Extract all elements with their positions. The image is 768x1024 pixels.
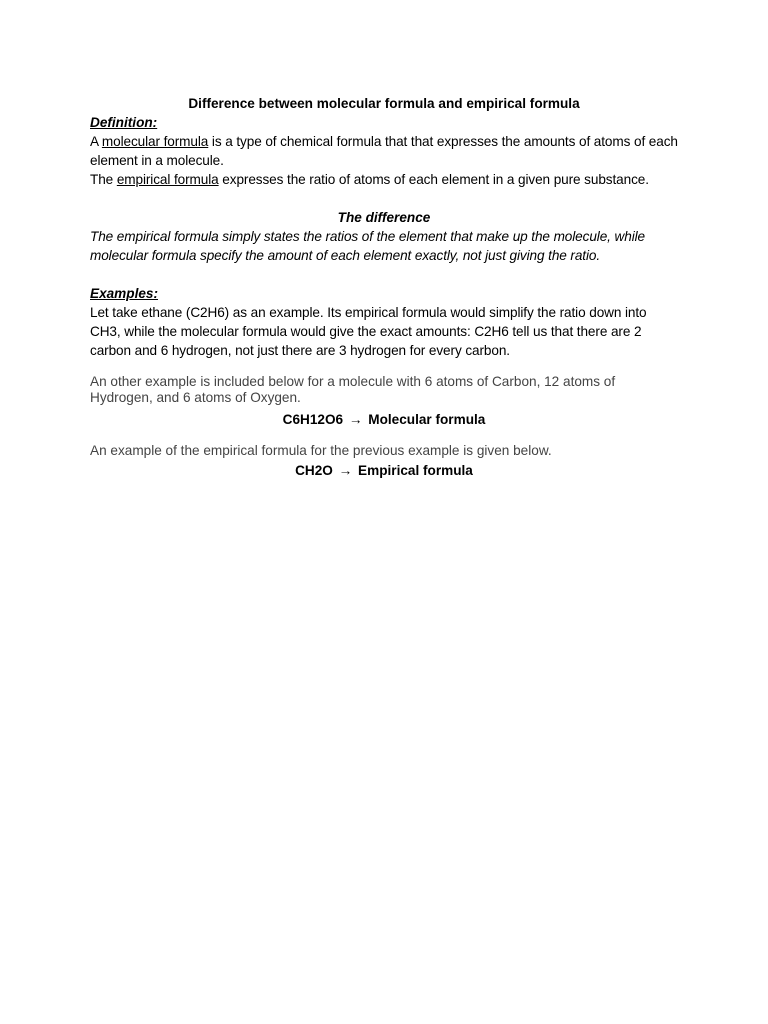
def2-rest: expresses the ratio of atoms of each element in a given pure substance. bbox=[218, 172, 649, 187]
difference-text: The empirical formula simply states the ratios of the element that make up the molecule, while molecular formula specify the amount of each element exactly, not just giving the ratio. bbox=[90, 229, 646, 263]
examples-heading: Examples: bbox=[90, 286, 159, 301]
def1-rest: is a type of chemical formula that that expresses the amounts of atoms of each element in a molecule. bbox=[90, 134, 678, 168]
examples-text: Let take ethane (C2H6) as an example. Its empirical formula would simplify the ratio down into CH3, while the molecular formula would give the exact amounts: C2H6 tell us that there are 2 carbon and 6 hydrogen, not just there are 3 hydrogen for every carbon. bbox=[90, 305, 647, 358]
empirical-formula-definition bbox=[90, 170, 678, 189]
other-example-text: An other example is included below for a molecule with 6 atoms of Carbon, 12 atoms of Hydrogen, and 6 atoms of Oxygen. bbox=[90, 374, 616, 405]
definition-heading: Definition: bbox=[90, 115, 158, 130]
document-title: Difference between molecular formula and empirical formula bbox=[188, 96, 580, 111]
spacer bbox=[90, 429, 678, 443]
empirical-formula-label: Empirical formula bbox=[358, 463, 473, 478]
right-arrow-icon: → bbox=[348, 412, 363, 427]
def1-prefix: A bbox=[90, 134, 102, 149]
empirical-intro-text: An example of the empirical formula for the previous example is given below. bbox=[90, 443, 552, 458]
spacer bbox=[90, 265, 678, 284]
spacer bbox=[90, 360, 678, 374]
empirical-formula-term: empirical formula bbox=[116, 172, 219, 187]
empirical-formula-value: CH2O bbox=[295, 463, 333, 478]
spacer bbox=[90, 189, 678, 208]
molecular-formula-term: molecular formula bbox=[101, 134, 209, 149]
right-arrow-icon: → bbox=[338, 463, 353, 478]
empirical-formula-line bbox=[90, 461, 678, 480]
difference-heading: The difference bbox=[337, 210, 431, 225]
molecular-formula-line bbox=[90, 410, 678, 429]
def2-prefix: The bbox=[90, 172, 117, 187]
document-page bbox=[90, 94, 678, 480]
molecular-formula-definition bbox=[90, 132, 678, 170]
molecular-formula-value: C6H12O6 bbox=[282, 412, 344, 427]
molecular-formula-label: Molecular formula bbox=[368, 412, 486, 427]
